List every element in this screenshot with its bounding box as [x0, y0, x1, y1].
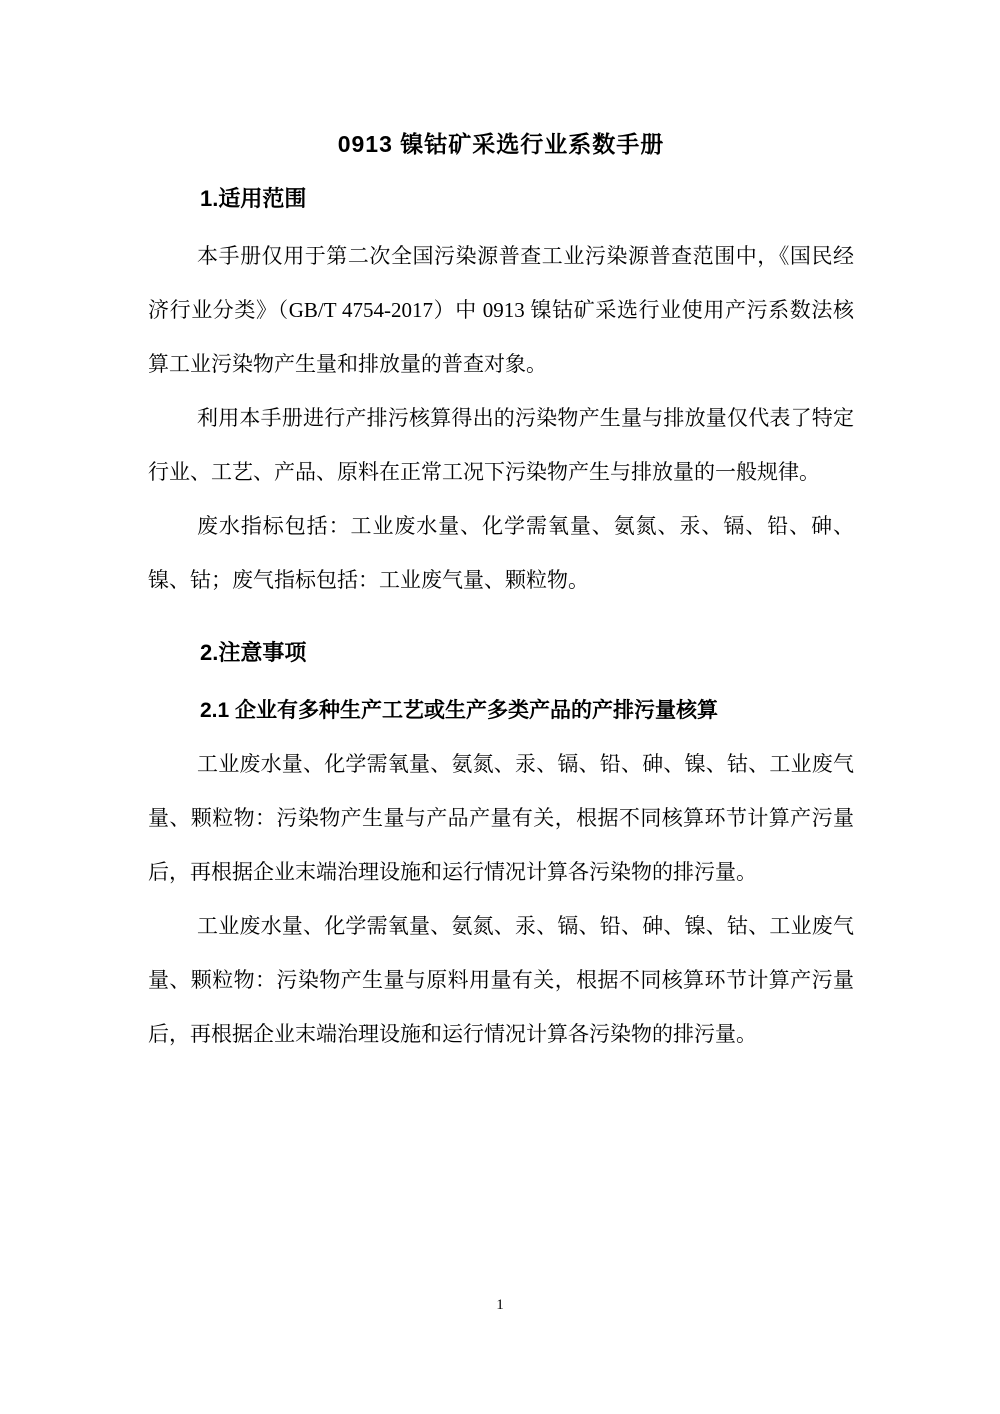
section-2-heading: 2.注意事项	[200, 640, 307, 665]
section-1-paragraph-1: 本手册仅用于第二次全国污染源普查工业污染源普查范围中，《国民经济行业分类》（GB/T 4754-2017）中 0913 镍钴矿采选行业使用产污系数法核算工业污染物产生量和排放量的普查对象。	[148, 244, 854, 376]
page-number: 1	[496, 1297, 504, 1313]
document-title: 0913 镍钴矿采选行业系数手册	[337, 131, 665, 157]
section-1-heading: 1.适用范围	[200, 186, 307, 211]
section-1-paragraph-3: 废水指标包括：工业废水量、化学需氧量、氨氮、汞、镉、铅、砷、镍、钴；废气指标包括：工业废气量、颗粒物。	[148, 514, 854, 592]
section-2-1-subheading: 2.1 企业有多种生产工艺或生产多类产品的产排污量核算	[200, 699, 719, 722]
section-2-paragraph-2: 工业废水量、化学需氧量、氨氮、汞、镉、铅、砷、镍、钴、工业废气量、颗粒物：污染物产生量与原料用量有关，根据不同核算环节计算产污量后，再根据企业末端治理设施和运行情况计算各污染物的排污量。	[148, 914, 854, 1046]
section-2-paragraph-1: 工业废水量、化学需氧量、氨氮、汞、镉、铅、砷、镍、钴、工业废气量、颗粒物：污染物产生量与产品产量有关，根据不同核算环节计算产污量后，再根据企业末端治理设施和运行情况计算各污染物的排污量。	[148, 752, 854, 884]
section-1-paragraph-2: 利用本手册进行产排污核算得出的污染物产生量与排放量仅代表了特定行业、工艺、产品、原料在正常工况下污染物产生与排放量的一般规律。	[148, 406, 854, 484]
